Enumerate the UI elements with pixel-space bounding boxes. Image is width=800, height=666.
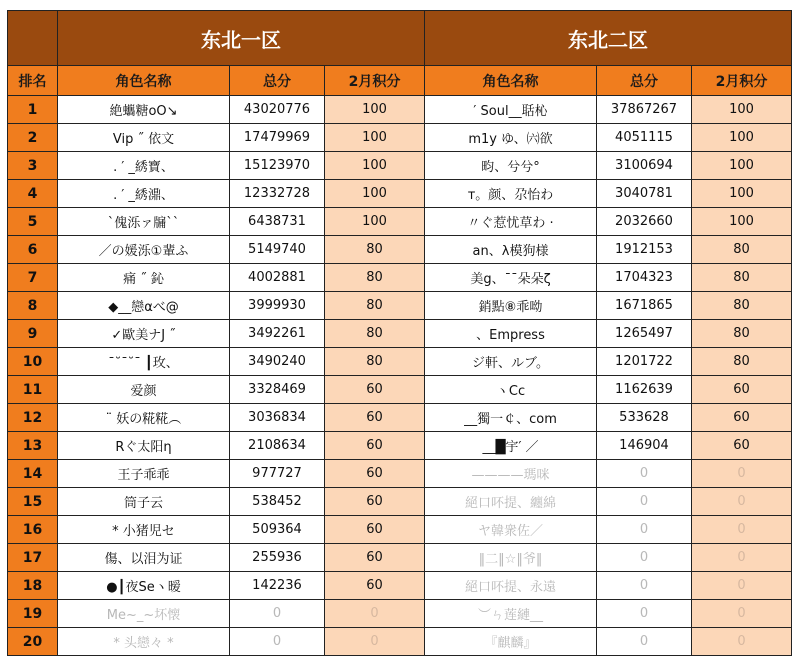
region-2-points-cell: 80 bbox=[692, 292, 792, 320]
region-2-points-cell: 0 bbox=[692, 572, 792, 600]
region-2-name-cell: m1y ゆ、㈥欲 bbox=[425, 124, 597, 152]
region-2-name-cell: 〃ぐ惹忧草わ · bbox=[425, 208, 597, 236]
region-1-name-cell: . ′ _綉濎、 bbox=[58, 180, 230, 208]
rank-cell: 20 bbox=[8, 628, 58, 656]
region-2-points-cell: 80 bbox=[692, 236, 792, 264]
table-row bbox=[8, 572, 792, 600]
region-1-points-cell: 100 bbox=[325, 180, 425, 208]
region-1-points-cell: 60 bbox=[325, 544, 425, 572]
region-1-points-cell: 60 bbox=[325, 460, 425, 488]
region-1-score-cell: 17479969 bbox=[230, 124, 325, 152]
region-1-score-cell: 15123970 bbox=[230, 152, 325, 180]
region-1-name-cell: . ′ _綉寶、 bbox=[58, 152, 230, 180]
region-2-name-cell: 絕口吥提、永遠 bbox=[425, 572, 597, 600]
region-2-points-cell: 80 bbox=[692, 348, 792, 376]
region-1-score-cell: 4002881 bbox=[230, 264, 325, 292]
region-2-points-cell: 100 bbox=[692, 180, 792, 208]
region-1-score-cell: 2108634 bbox=[230, 432, 325, 460]
region-1-points-cell: 80 bbox=[325, 320, 425, 348]
rank-cell: 16 bbox=[8, 516, 58, 544]
table-row bbox=[8, 404, 792, 432]
table-row bbox=[8, 348, 792, 376]
region-1-score-cell: 509364 bbox=[230, 516, 325, 544]
region-2-points-cell: 0 bbox=[692, 544, 792, 572]
region-1-name-cell: Rぐ太阳η bbox=[58, 432, 230, 460]
region-1-title: 东北一区 bbox=[58, 11, 425, 66]
region-1-points-cell: 100 bbox=[325, 96, 425, 124]
table-row bbox=[8, 628, 792, 656]
region-2-name-cell: 『麒麟』 bbox=[425, 628, 597, 656]
table-row bbox=[8, 124, 792, 152]
region-2-score-cell: 37867267 bbox=[597, 96, 692, 124]
region-1-points-cell: 0 bbox=[325, 600, 425, 628]
region-1-points-cell: 100 bbox=[325, 124, 425, 152]
region-2-points-cell: 80 bbox=[692, 264, 792, 292]
table-row bbox=[8, 208, 792, 236]
region-2-points-cell: 80 bbox=[692, 320, 792, 348]
rank-cell: 3 bbox=[8, 152, 58, 180]
table-row bbox=[8, 180, 792, 208]
region-1-name-cell: 傷、以泪为证 bbox=[58, 544, 230, 572]
region-1-name-cell: * 小猪児セ bbox=[58, 516, 230, 544]
table-row bbox=[8, 236, 792, 264]
region-1-score-cell: 0 bbox=[230, 600, 325, 628]
region-header-row bbox=[8, 11, 792, 66]
region-1-name-cell: ¨ 妖の糀糀︵ bbox=[58, 404, 230, 432]
region-1-name-cell: Me~_~坏懐 bbox=[58, 600, 230, 628]
region-1-points-cell: 60 bbox=[325, 404, 425, 432]
region-1-points-cell: 80 bbox=[325, 292, 425, 320]
region-1-score-header: 总分 bbox=[230, 66, 325, 96]
region-1-points-cell: 60 bbox=[325, 432, 425, 460]
region-1-points-cell: 100 bbox=[325, 152, 425, 180]
region-2-points-cell: 60 bbox=[692, 432, 792, 460]
region-1-name-cell: ／の媛泺①輩ふ bbox=[58, 236, 230, 264]
table-row bbox=[8, 152, 792, 180]
region-2-name-cell: 絕口吥提、纏綿 bbox=[425, 488, 597, 516]
region-2-score-cell: 0 bbox=[597, 572, 692, 600]
region-2-score-header: 总分 bbox=[597, 66, 692, 96]
region-1-name-cell: ◆__戀αべ@ bbox=[58, 292, 230, 320]
region-2-score-cell: 3040781 bbox=[597, 180, 692, 208]
region-2-points-cell: 0 bbox=[692, 628, 792, 656]
region-2-points-header: 2月积分 bbox=[692, 66, 792, 96]
region-2-name-cell: 、Empress bbox=[425, 320, 597, 348]
rank-cell: 1 bbox=[8, 96, 58, 124]
region-2-name-cell: ————瑪咪 bbox=[425, 460, 597, 488]
region-1-name-cell: `傀泺ァ牖`` bbox=[58, 208, 230, 236]
region-2-name-cell: ′ Soul__聒杺 bbox=[425, 96, 597, 124]
rank-cell: 9 bbox=[8, 320, 58, 348]
region-1-score-cell: 3328469 bbox=[230, 376, 325, 404]
rank-cell: 14 bbox=[8, 460, 58, 488]
column-header-row bbox=[8, 66, 792, 96]
rank-cell: 10 bbox=[8, 348, 58, 376]
region-2-score-cell: 3100694 bbox=[597, 152, 692, 180]
rank-cell: 17 bbox=[8, 544, 58, 572]
ranking-rows bbox=[8, 96, 792, 656]
region-2-score-cell: 533628 bbox=[597, 404, 692, 432]
region-2-score-cell: 1201722 bbox=[597, 348, 692, 376]
table-row bbox=[8, 320, 792, 348]
region-2-score-cell: 1704323 bbox=[597, 264, 692, 292]
rank-cell: 8 bbox=[8, 292, 58, 320]
region-2-score-cell: 2032660 bbox=[597, 208, 692, 236]
region-1-points-cell: 60 bbox=[325, 488, 425, 516]
region-1-points-cell: 80 bbox=[325, 348, 425, 376]
region-2-name-cell: ︶ㄣ莲縺__ bbox=[425, 600, 597, 628]
region-1-name-cell: ●┃夜Seヽ暧 bbox=[58, 572, 230, 600]
table-row bbox=[8, 292, 792, 320]
region-1-points-cell: 60 bbox=[325, 572, 425, 600]
region-1-score-cell: 3999930 bbox=[230, 292, 325, 320]
region-1-score-cell: 6438731 bbox=[230, 208, 325, 236]
region-2-name-cell: 畇、兮兮° bbox=[425, 152, 597, 180]
region-1-score-cell: 12332728 bbox=[230, 180, 325, 208]
region-1-name-cell: 爱颜 bbox=[58, 376, 230, 404]
region-1-name-cell: 筒子云 bbox=[58, 488, 230, 516]
region-2-name-cell: __█宇′ ／ bbox=[425, 432, 597, 460]
rank-cell: 4 bbox=[8, 180, 58, 208]
region-1-score-cell: 3490240 bbox=[230, 348, 325, 376]
region-2-points-cell: 60 bbox=[692, 404, 792, 432]
table-row bbox=[8, 488, 792, 516]
region-1-points-header: 2月积分 bbox=[325, 66, 425, 96]
region-1-name-cell: Vip ˝ 依文 bbox=[58, 124, 230, 152]
region-2-name-cell: 銷點⑧乖呦 bbox=[425, 292, 597, 320]
region-1-score-cell: 977727 bbox=[230, 460, 325, 488]
region-1-score-cell: 3036834 bbox=[230, 404, 325, 432]
region-2-name-cell: т。颜、尕怡わ bbox=[425, 180, 597, 208]
region-1-score-cell: 5149740 bbox=[230, 236, 325, 264]
region-2-points-cell: 0 bbox=[692, 460, 792, 488]
table-row bbox=[8, 264, 792, 292]
region-1-points-cell: 60 bbox=[325, 516, 425, 544]
region-2-points-cell: 0 bbox=[692, 488, 792, 516]
region-2-score-cell: 0 bbox=[597, 544, 692, 572]
region-2-score-cell: 0 bbox=[597, 516, 692, 544]
region-2-name-cell: ジ軒、ルブ。 bbox=[425, 348, 597, 376]
region-1-score-cell: 43020776 bbox=[230, 96, 325, 124]
table-row bbox=[8, 516, 792, 544]
region-1-score-cell: 142236 bbox=[230, 572, 325, 600]
region-2-points-cell: 100 bbox=[692, 96, 792, 124]
rank-cell: 18 bbox=[8, 572, 58, 600]
region-2-name-cell: ヽCc bbox=[425, 376, 597, 404]
rank-cell: 19 bbox=[8, 600, 58, 628]
rank-cell: 7 bbox=[8, 264, 58, 292]
table-row bbox=[8, 376, 792, 404]
region-1-score-cell: 0 bbox=[230, 628, 325, 656]
table-row bbox=[8, 544, 792, 572]
region-1-name-cell: 王子乖乖 bbox=[58, 460, 230, 488]
region-2-points-cell: 100 bbox=[692, 208, 792, 236]
region-2-score-cell: 1162639 bbox=[597, 376, 692, 404]
rank-cell: 12 bbox=[8, 404, 58, 432]
region-1-score-cell: 3492261 bbox=[230, 320, 325, 348]
region-2-name-cell: ‖二‖☆‖爷‖ bbox=[425, 544, 597, 572]
region-1-name-cell: ¯˘¯˘¯ ┃玫、 bbox=[58, 348, 230, 376]
region-2-points-cell: 60 bbox=[692, 376, 792, 404]
table-row bbox=[8, 600, 792, 628]
region-2-score-cell: 0 bbox=[597, 460, 692, 488]
region-1-name-cell: * 头戀々 * bbox=[58, 628, 230, 656]
region-1-name-cell: 絶蠵糖oO↘ bbox=[58, 96, 230, 124]
region-1-points-cell: 60 bbox=[325, 376, 425, 404]
region-2-name-cell: 美g、¯¯朵朵ζ bbox=[425, 264, 597, 292]
region-2-title: 东北二区 bbox=[425, 11, 792, 66]
region-2-score-cell: 4051115 bbox=[597, 124, 692, 152]
table-row bbox=[8, 460, 792, 488]
rank-cell: 2 bbox=[8, 124, 58, 152]
region-1-score-cell: 255936 bbox=[230, 544, 325, 572]
region-2-score-cell: 146904 bbox=[597, 432, 692, 460]
region-2-points-cell: 100 bbox=[692, 152, 792, 180]
table-row bbox=[8, 432, 792, 460]
ranking-table bbox=[7, 10, 792, 656]
region-2-score-cell: 1265497 bbox=[597, 320, 692, 348]
header-corner bbox=[8, 11, 58, 66]
region-2-name-header: 角色名称 bbox=[425, 66, 597, 96]
region-2-points-cell: 0 bbox=[692, 516, 792, 544]
rank-cell: 5 bbox=[8, 208, 58, 236]
region-1-score-cell: 538452 bbox=[230, 488, 325, 516]
region-1-points-cell: 100 bbox=[325, 208, 425, 236]
region-1-points-cell: 0 bbox=[325, 628, 425, 656]
region-2-name-cell: an、λ模狗様 bbox=[425, 236, 597, 264]
region-1-name-cell: ✓歐美ナJ ˝ bbox=[58, 320, 230, 348]
region-2-points-cell: 0 bbox=[692, 600, 792, 628]
region-2-score-cell: 0 bbox=[597, 488, 692, 516]
region-2-score-cell: 0 bbox=[597, 600, 692, 628]
region-1-name-header: 角色名称 bbox=[58, 66, 230, 96]
region-2-score-cell: 0 bbox=[597, 628, 692, 656]
rank-header: 排名 bbox=[8, 66, 58, 96]
region-1-name-cell: 痛 ˝ 鈊 bbox=[58, 264, 230, 292]
region-2-score-cell: 1671865 bbox=[597, 292, 692, 320]
region-2-score-cell: 1912153 bbox=[597, 236, 692, 264]
table-row bbox=[8, 96, 792, 124]
region-2-name-cell: ヤ韓衆佐／ bbox=[425, 516, 597, 544]
region-2-name-cell: __獨一￠、com bbox=[425, 404, 597, 432]
region-1-points-cell: 80 bbox=[325, 264, 425, 292]
rank-cell: 6 bbox=[8, 236, 58, 264]
region-1-points-cell: 80 bbox=[325, 236, 425, 264]
rank-cell: 15 bbox=[8, 488, 58, 516]
region-2-points-cell: 100 bbox=[692, 124, 792, 152]
rank-cell: 11 bbox=[8, 376, 58, 404]
rank-cell: 13 bbox=[8, 432, 58, 460]
